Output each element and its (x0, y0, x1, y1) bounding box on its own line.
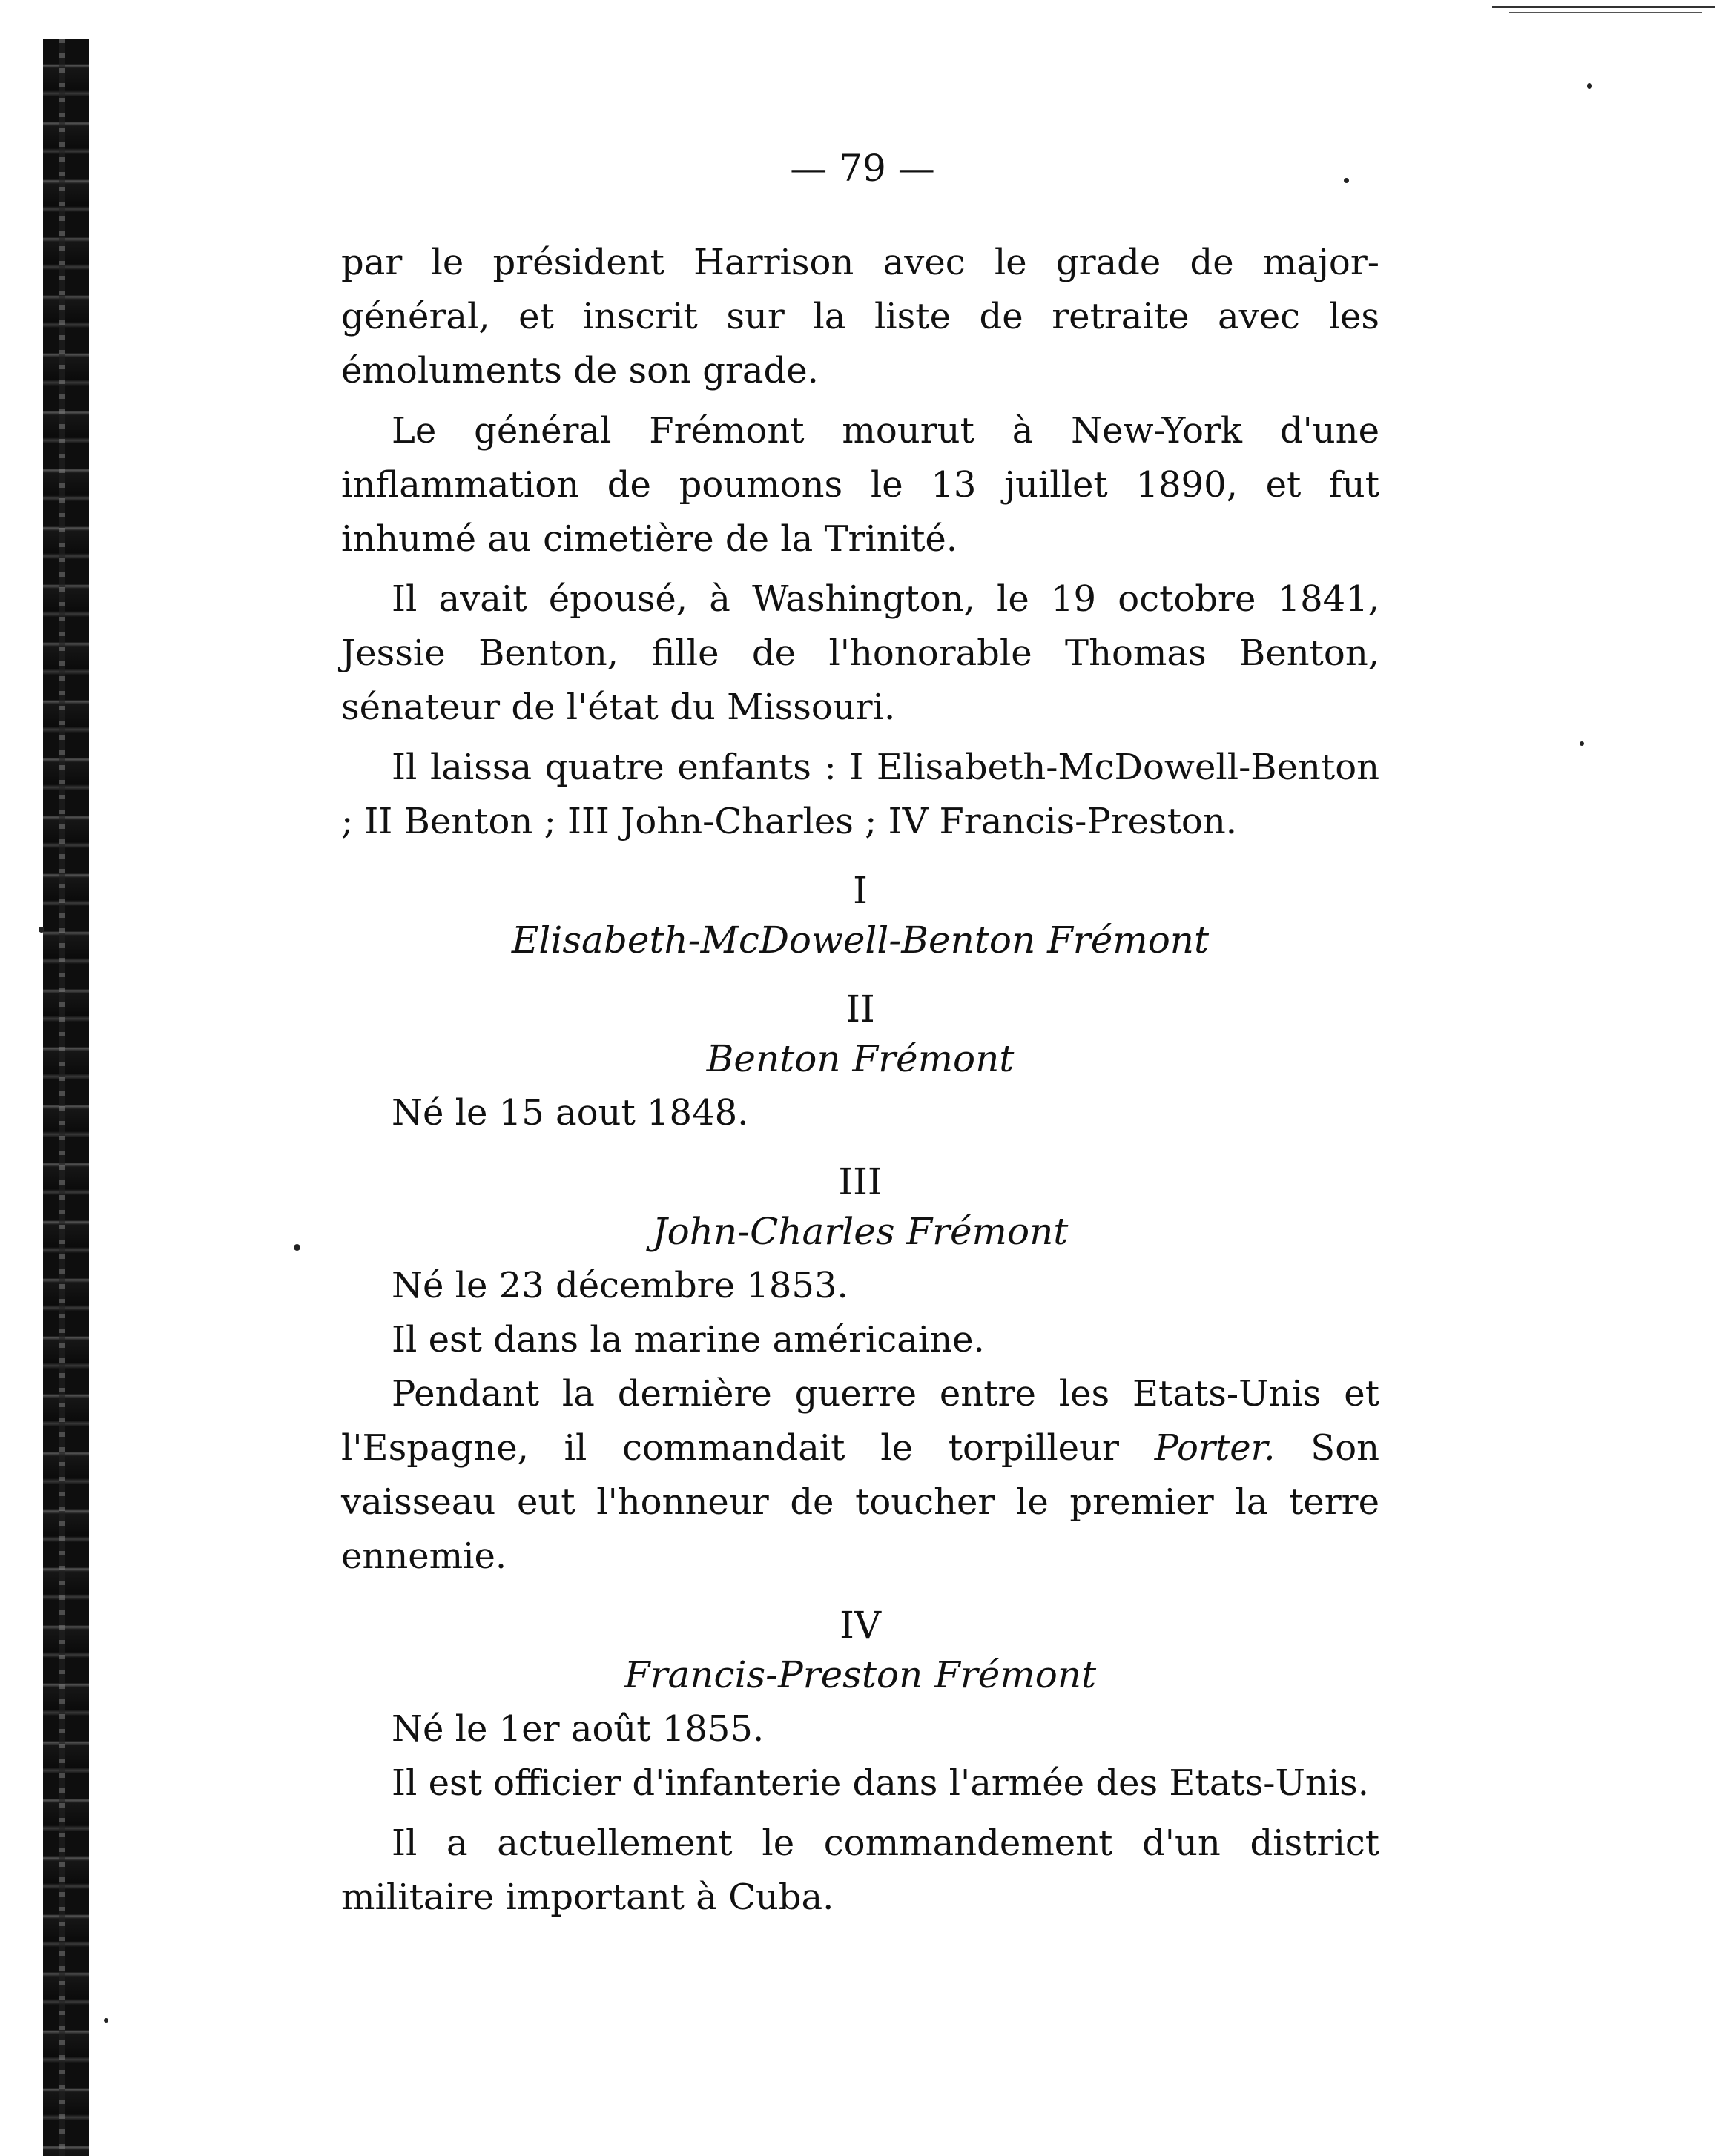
paragraph (341, 1367, 1379, 1584)
section-name: John-Charles Frémont (652, 1210, 1069, 1253)
paragraph-text: Son vaisseau eut l'honneur de toucher le premier la terre ennemie. (341, 1427, 1379, 1577)
top-rule (1492, 6, 1715, 8)
top-rule-secondary (1509, 12, 1702, 13)
birth-line: Né le 15 aout 1848. (392, 1092, 749, 1134)
paragraph: Il est officier d'infanterie dans l'armée des Etats-Unis. (392, 1762, 1370, 1804)
birth-line: Né le 1er août 1855. (392, 1708, 765, 1750)
scan-speck (39, 927, 44, 933)
paragraph: par le président Harrison avec le grade de major-général, et inscrit sur la liste de retraite avec les émoluments de son grade. (341, 242, 1379, 391)
page-number: — 79 — (790, 147, 935, 190)
book-binding-edge (43, 39, 89, 2156)
birth-line: Né le 23 décembre 1853. (392, 1265, 848, 1306)
paragraph: Le général Frémont mourut à New-York d'une inflammation de poumons le 13 juillet 1890, et fut inhumé au cimetière de la Trinité. (341, 410, 1379, 560)
paragraph: Il a actuellement le commandement d'un district militaire important à Cuba. (341, 1822, 1379, 1918)
section-numeral: II (845, 988, 875, 1031)
paragraph-text: Pendant la dernière guerre entre les Etats-Unis et l'Espagne, il commandait le torpilleur (341, 1373, 1379, 1469)
ship-name: Porter. (1154, 1427, 1276, 1469)
scan-speck (294, 1244, 300, 1251)
scan-speck (1587, 83, 1592, 89)
section-numeral: I (853, 869, 868, 912)
scan-speck (1580, 741, 1584, 746)
section-name: Francis-Preston Frémont (624, 1653, 1097, 1696)
scan-speck (104, 2018, 108, 2023)
page-body (341, 236, 1379, 1925)
section-numeral: IV (840, 1604, 881, 1647)
paragraph: Il avait épousé, à Washington, le 19 octobre 1841, Jessie Benton, fille de l'honorable Thomas Benton, sénateur de l'état du Missouri. (341, 578, 1379, 728)
paragraph: Il est dans la marine américaine. (392, 1319, 985, 1360)
section-name: Benton Frémont (706, 1037, 1015, 1080)
paragraph: Il laissa quatre enfants : I Elisabeth-McDowell-Benton ; II Benton ; III John-Charles ; IV Francis-Preston. (341, 747, 1379, 842)
section-numeral: III (838, 1160, 883, 1203)
section-name: Elisabeth-McDowell-Benton Frémont (511, 919, 1210, 962)
